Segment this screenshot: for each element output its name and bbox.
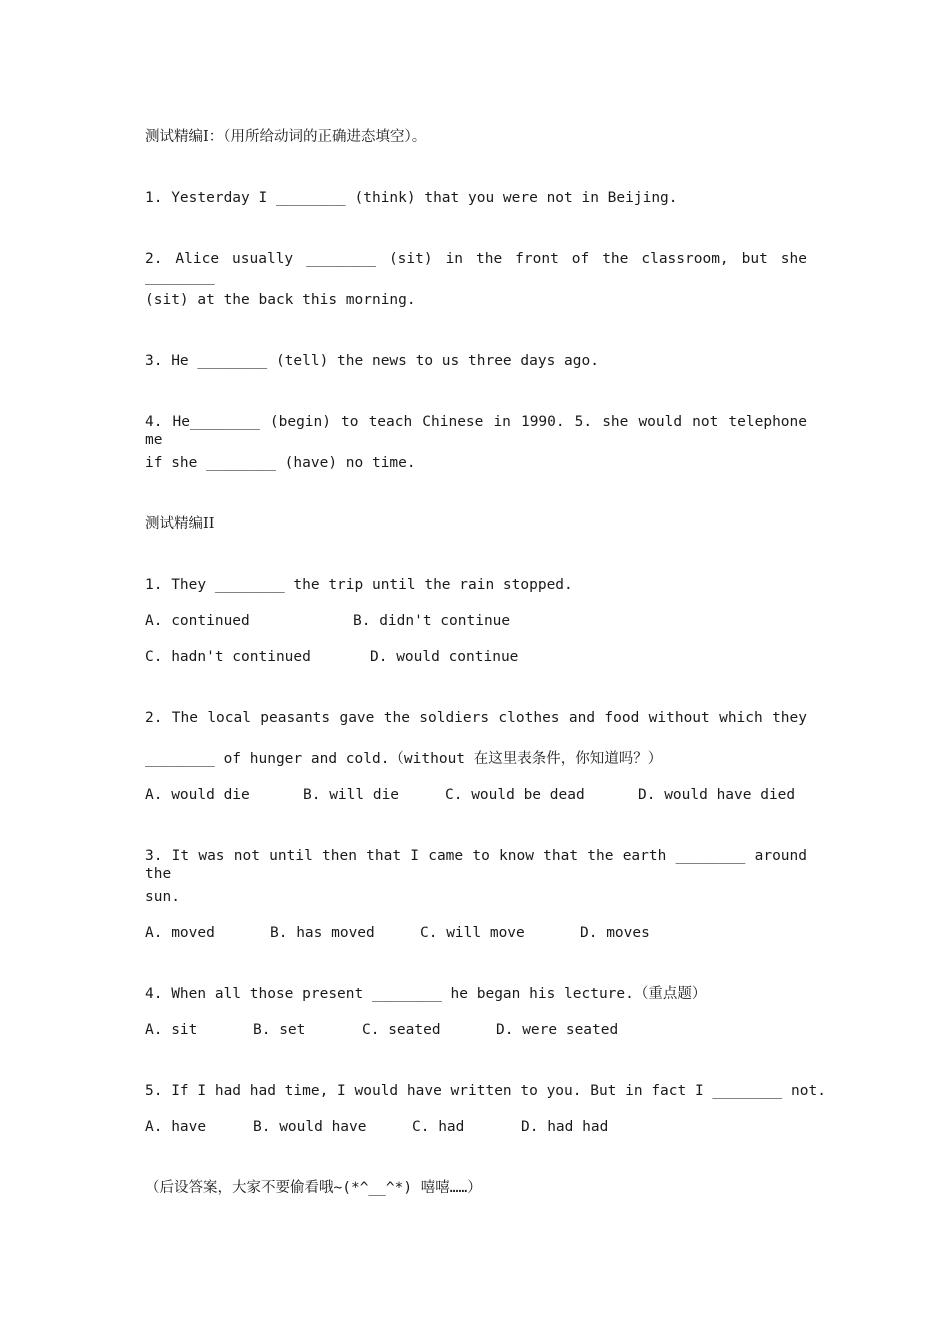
- s2-q2-option-a: A. would die: [145, 787, 250, 803]
- s2-q1-option-b: B. didn't continue: [353, 613, 511, 629]
- s2-q1-option-c: C. hadn't continued: [145, 649, 311, 665]
- s2-q1-option-a: A. continued: [145, 613, 250, 629]
- s2-q4-option-d: D. were seated: [496, 1022, 619, 1038]
- section2-heading: 测试精编II: [145, 516, 215, 532]
- footer-note: （后设答案，大家不要偷看哦~(*^__^*) 嘻嘻……）: [145, 1180, 482, 1196]
- s2-q1-option-d: D. would continue: [370, 649, 519, 665]
- s1-question-2-line2: (sit) at the back this morning.: [145, 292, 416, 308]
- s2-question-2-stem-line2: ________ of hunger and cold.（without 在这里表条件，你知道吗？）: [145, 751, 663, 767]
- s1-question-1: 1. Yesterday I ________ (think) that you were not in Beijing.: [145, 190, 678, 206]
- s2-q2-option-b: B. will die: [303, 787, 400, 803]
- s2-q4-option-a: A. sit: [145, 1022, 198, 1038]
- s2-q3-option-d: D. moves: [580, 925, 650, 941]
- s2-question-3-stem-line2: sun.: [145, 889, 180, 905]
- s2-q3-option-b: B. has moved: [270, 925, 375, 941]
- s2-q3-option-a: A. moved: [145, 925, 215, 941]
- s1-question-2-line1: 2. Alice usually ________ (sit) in the front of the classroom, but she ________: [145, 251, 807, 285]
- s2-question-1-stem: 1. They ________ the trip until the rain stopped.: [145, 577, 573, 593]
- s2-q2-option-c: C. would be dead: [445, 787, 585, 803]
- section1-heading: 测试精编I：（用所给动词的正确进态填空）。: [145, 129, 427, 145]
- s1-question-4-line2: if she ________ (have) no time.: [145, 455, 416, 471]
- s1-question-4-line1: 4. He________ (begin) to teach Chinese in 1990. 5. she would not telephone me: [145, 414, 807, 448]
- s2-question-5-stem: 5. If I had had time, I would have written to you. But in fact I ________ not.: [145, 1083, 826, 1099]
- s2-q5-option-d: D. had had: [521, 1119, 609, 1135]
- s2-q2-option-d: D. would have died: [638, 787, 796, 803]
- s2-q3-option-c: C. will move: [420, 925, 525, 941]
- s2-q5-option-b: B. would have: [253, 1119, 367, 1135]
- s2-question-3-stem-line1: 3. It was not until then that I came to know that the earth ________ around the: [145, 848, 807, 882]
- s2-q5-option-a: A. have: [145, 1119, 207, 1135]
- s2-q4-option-c: C. seated: [362, 1022, 441, 1038]
- s2-q5-option-c: C. had: [412, 1119, 465, 1135]
- s2-q4-option-b: B. set: [253, 1022, 306, 1038]
- s1-question-3: 3. He ________ (tell) the news to us three days ago.: [145, 353, 599, 369]
- s2-question-2-stem-line1: 2. The local peasants gave the soldiers clothes and food without which they: [145, 710, 807, 726]
- s2-question-4-stem: 4. When all those present ________ he began his lecture.（重点题）: [145, 986, 707, 1002]
